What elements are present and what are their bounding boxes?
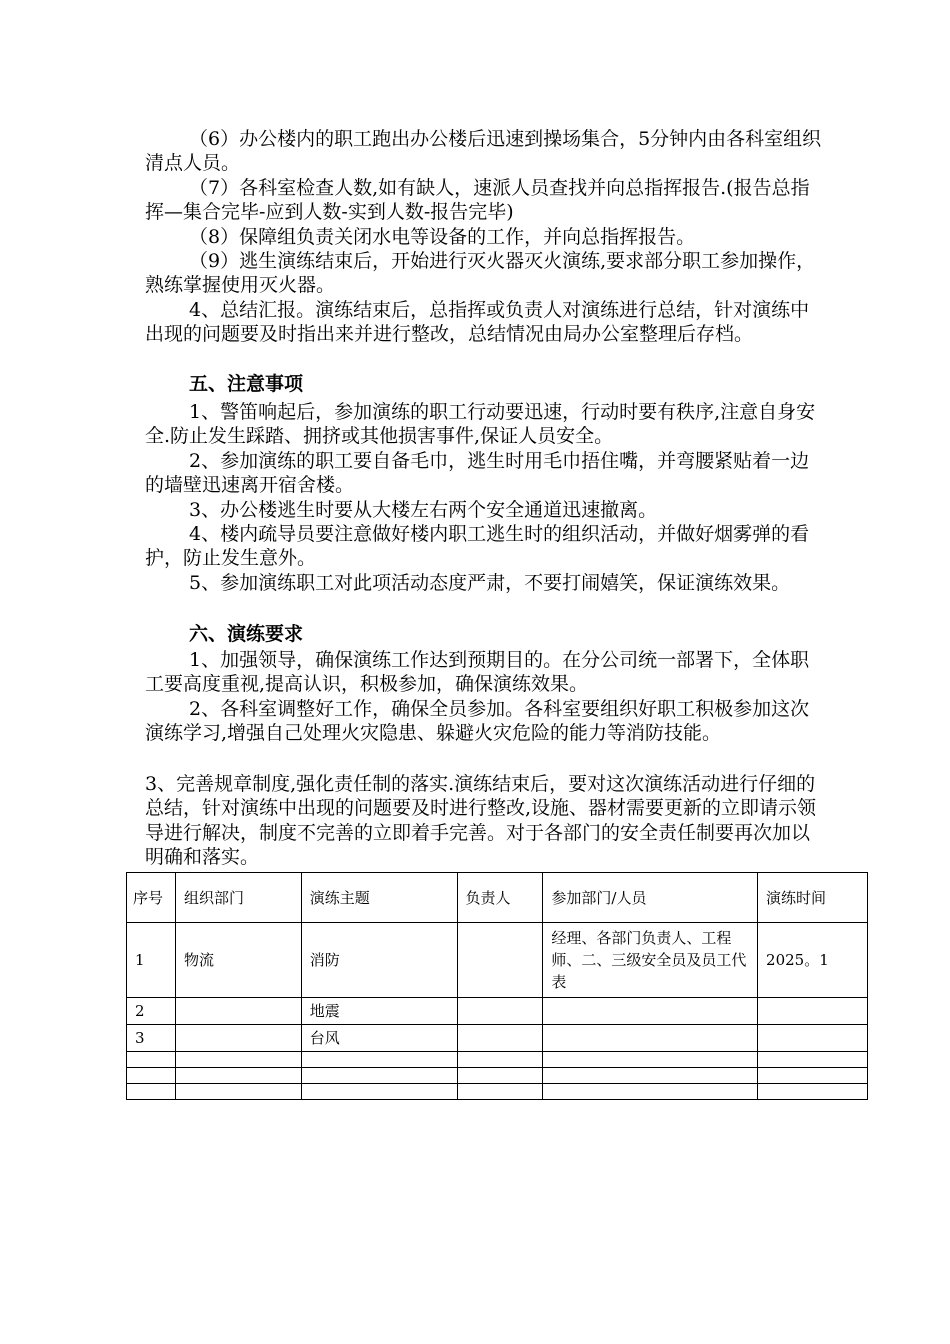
- cell-participants: 经理、各部门负责人、工程师、二、三级安全员及员工代表: [543, 923, 758, 998]
- table-row: [127, 998, 868, 1025]
- cell-owner: [457, 1025, 543, 1052]
- drill-plan-table: [126, 872, 868, 1100]
- header-time: 演练时间: [758, 873, 868, 923]
- header-theme: 演练主题: [301, 873, 457, 923]
- cell-owner: [457, 923, 543, 998]
- section-heading-requirements: 六、演练要求: [189, 623, 304, 645]
- paragraph-step-6: （6）办公楼内的职工跑出办公楼后迅速到操场集合，5分钟内由各科室组织清点人员。: [145, 128, 822, 175]
- paragraph-step-9: （9）逃生演练结束后，开始进行灭火器灭火演练,要求部分职工参加操作，熟练掌握使用灭火器。: [145, 250, 816, 297]
- cell-department: 物流: [175, 923, 301, 998]
- paragraph-step-8: （8）保障组负责关闭水电等设备的工作，并向总指挥报告。: [189, 226, 696, 248]
- cell-department: [175, 1025, 301, 1052]
- cell-participants: [543, 998, 758, 1025]
- notes-item-2: 2、参加演练的职工要自备毛巾，逃生时用毛巾捂住嘴，并弯腰紧贴着一边的墙壁迅速离开宿舍楼。: [145, 450, 810, 497]
- notes-item-3: 3、办公楼逃生时要从大楼左右两个安全通道迅速撤离。: [189, 499, 658, 521]
- requirements-item-1: 1、加强领导，确保演练工作达到预期目的。在分公司统一部署下，全体职工要高度重视,提高认识，积极参加，确保演练效果。: [145, 649, 810, 696]
- cell-time: [758, 1025, 868, 1052]
- cell-participants: [543, 1025, 758, 1052]
- notes-item-5: 5、参加演练职工对此项活动态度严肃，不要打闹嬉笑，保证演练效果。: [189, 572, 791, 594]
- cell-theme: 消防: [301, 923, 457, 998]
- header-owner: 负责人: [457, 873, 543, 923]
- header-index: 序号: [127, 873, 176, 923]
- cell-owner: [457, 998, 543, 1025]
- cell-index: 1: [127, 923, 176, 998]
- cell-time: 2025。1: [758, 923, 868, 998]
- section-heading-notes: 五、注意事项: [189, 373, 304, 395]
- requirements-item-3: 3、完善规章制度,强化责任制的落实.演练结束后，要对这次演练活动进行仔细的总结，针对演练中出现的问题要及时进行整改,设施、器材需要更新的立即请示领导进行解决，制度不完善的立即着手完善。对于各部门的安全责任制要再次加以明确和落实。: [145, 773, 817, 869]
- table-row-empty: [127, 1052, 868, 1068]
- cell-theme: 地震: [301, 998, 457, 1025]
- header-department: 组织部门: [175, 873, 301, 923]
- table-header-row: [127, 873, 868, 923]
- table-row: [127, 1025, 868, 1052]
- table-row-empty: [127, 1084, 868, 1100]
- cell-index: 2: [127, 998, 176, 1025]
- paragraph-summary: 4、总结汇报。演练结束后，总指挥或负责人对演练进行总结，针对演练中出现的问题要及时指出来并进行整改，总结情况由局办公室整理后存档。: [145, 299, 810, 346]
- table-row-empty: [127, 1068, 868, 1084]
- cell-department: [175, 998, 301, 1025]
- cell-time: [758, 998, 868, 1025]
- table-row: [127, 923, 868, 998]
- cell-theme: 台风: [301, 1025, 457, 1052]
- cell-index: 3: [127, 1025, 176, 1052]
- notes-item-1: 1、警笛响起后，参加演练的职工行动要迅速，行动时要有秩序,注意自身安全.防止发生踩踏、拥挤或其他损害事件,保证人员安全。: [145, 401, 816, 448]
- header-participants: 参加部门/人员: [543, 873, 758, 923]
- paragraph-step-7: （7）各科室检查人数,如有缺人，速派人员查找并向总指挥报告.(报告总指挥—集合完毕-应到人数-实到人数-报告完毕): [145, 177, 810, 224]
- notes-item-4: 4、楼内疏导员要注意做好楼内职工逃生时的组织活动，并做好烟雾弹的看护，防止发生意外。: [145, 523, 810, 570]
- requirements-item-2: 2、各科室调整好工作，确保全员参加。各科室要组织好职工积极参加这次演练学习,增强自己处理火灾隐患、躲避火灾危险的能力等消防技能。: [145, 698, 810, 745]
